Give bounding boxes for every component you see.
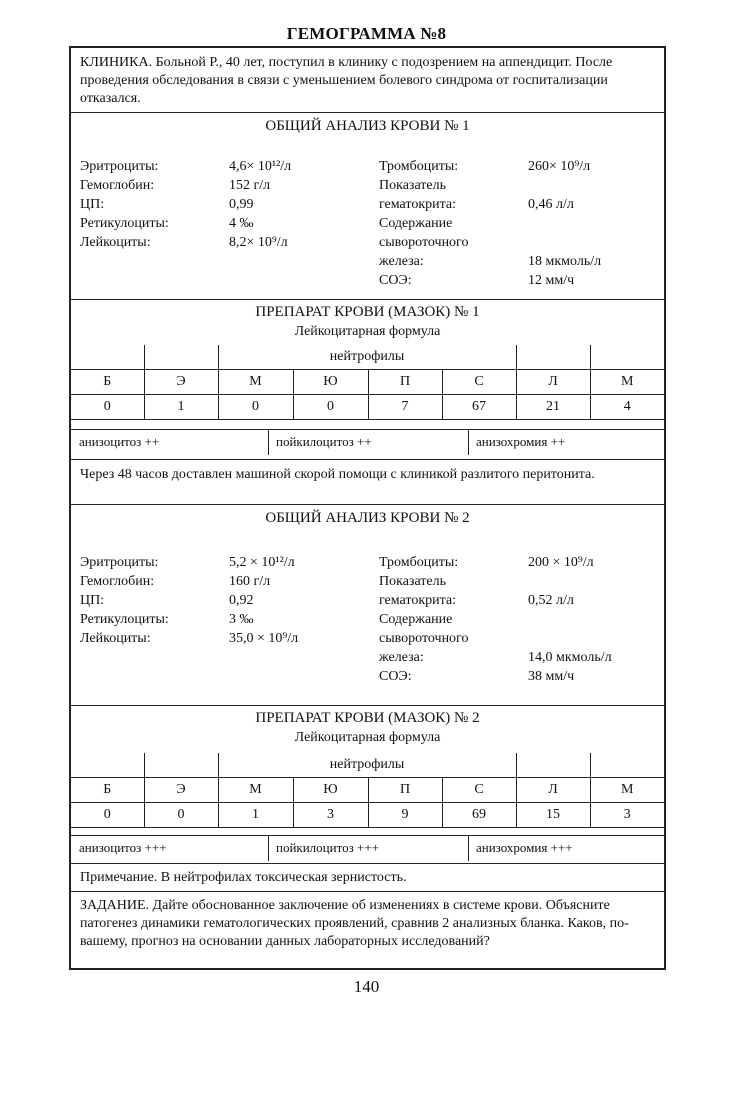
table-cell: 7 [368, 395, 442, 420]
table-cell [590, 345, 664, 370]
poikilocytosis-text: пойкилоцитоз +++ [276, 840, 379, 855]
analysis2-label: Показатель [379, 574, 446, 589]
table-cell: 4 [590, 395, 664, 420]
table-row [71, 803, 664, 828]
divider [71, 504, 664, 505]
analysis1-label: сывороточного [379, 235, 469, 250]
column-header: Ю [293, 778, 368, 803]
column-header: М [218, 778, 293, 803]
smear1-morphology-row [71, 429, 664, 455]
smear2-morphology-row [71, 835, 664, 861]
table-cell: 3 [590, 803, 664, 828]
analysis2-label: железа: [379, 650, 424, 665]
column-header: С [442, 778, 516, 803]
analysis2-label: Тромбоциты: [379, 555, 459, 570]
analysis1-hematocrit-value: 0,46 л/л [528, 197, 574, 212]
table-row [71, 370, 664, 395]
analysis2-value: 0,92 [229, 593, 254, 608]
analysis1-value: 4,6× 10¹²/л [229, 159, 292, 174]
analysis1-label: Эритроциты: [80, 159, 159, 174]
analysis2-platelets-value: 200 × 10⁹/л [528, 555, 594, 570]
analysis1-heading: ОБЩИЙ АНАЛИЗ КРОВИ № 1 [265, 118, 470, 134]
table-cell: 0 [293, 395, 368, 420]
anisocytosis-text: анизоцитоз ++ [79, 434, 160, 449]
table-cell: 15 [516, 803, 590, 828]
analysis1-label: Гемоглобин: [80, 178, 155, 193]
analysis1-value: 8,2× 10⁹/л [229, 235, 288, 250]
table-row [71, 778, 664, 803]
task-text: ЗАДАНИЕ. Дайте обоснованное заключение об изменениях в системе крови. Объясните патогенез динамики гематологических проявлений, сравнив 2 анализных бланка. Каков, по-вашему, прогноз на основании данных лабораторных исследований? [80, 898, 629, 949]
analysis2-heading: ОБЩИЙ АНАЛИЗ КРОВИ № 2 [265, 510, 470, 526]
divider [71, 891, 664, 892]
table-cell [144, 753, 218, 778]
table-cell [144, 345, 218, 370]
column-header: М [218, 370, 293, 395]
transition-text: Через 48 часов доставлен машиной скорой помощи с клиникой разлитого перитонита. [80, 467, 595, 482]
table-cell: 1 [218, 803, 293, 828]
table-cell: 9 [368, 803, 442, 828]
column-header: П [368, 778, 442, 803]
analysis2-esr-value: 38 мм/ч [528, 669, 575, 684]
neutrophils-group-label: нейтрофилы [218, 345, 516, 370]
divider [71, 705, 664, 706]
table-cell: 3 [293, 803, 368, 828]
page-title: ГЕМОГРАММА №8 [286, 24, 447, 43]
smear1-leukocyte-table [71, 345, 664, 420]
analysis1-value: 0,99 [229, 197, 254, 212]
analysis2-value: 3 ‰ [229, 612, 254, 627]
poikilocytosis-text: пойкилоцитоз ++ [276, 434, 372, 449]
page-number: 140 [353, 977, 380, 996]
table-cell: 67 [442, 395, 516, 420]
analysis1-label: Лейкоциты: [80, 235, 151, 250]
smear1-subheading: Лейкоцитарная формула [294, 324, 441, 339]
table-cell: 0 [218, 395, 293, 420]
analysis1-label: СОЭ: [379, 273, 412, 288]
divider [71, 112, 664, 113]
anisocytosis-text: анизоцитоз +++ [79, 840, 167, 855]
table-cell [516, 345, 590, 370]
analysis1-label: железа: [379, 254, 424, 269]
column-header: М [590, 778, 664, 803]
analysis2-label: Содержание [379, 612, 453, 627]
analysis2-label: Эритроциты: [80, 555, 159, 570]
divider [71, 299, 664, 300]
table-cell: 1 [144, 395, 218, 420]
smear1-heading: ПРЕПАРАТ КРОВИ (МАЗОК) № 1 [255, 304, 480, 320]
analysis1-value: 152 г/л [229, 178, 271, 193]
table-row [71, 395, 664, 420]
clinic-text: КЛИНИКА. Больной Р., 40 лет, поступил в клинику с подозрением на аппендицит. После проведения обследования в связи с уменьшением болевого синдрома от госпитализации отказался. [80, 55, 613, 106]
analysis1-label: Ретикулоциты: [80, 216, 169, 231]
analysis2-value: 5,2 × 10¹²/л [229, 555, 295, 570]
column-header: П [368, 370, 442, 395]
table-cell: 21 [516, 395, 590, 420]
smear2-heading: ПРЕПАРАТ КРОВИ (МАЗОК) № 2 [255, 710, 480, 726]
analysis2-value: 35,0 × 10⁹/л [229, 631, 299, 646]
column-header: Б [71, 778, 144, 803]
neutrophils-group-label: нейтрофилы [218, 753, 516, 778]
column-header: Л [516, 778, 590, 803]
hemogram-frame [69, 46, 666, 970]
analysis1-label: Содержание [379, 216, 453, 231]
column-header: Л [516, 370, 590, 395]
analysis2-label: Гемоглобин: [80, 574, 155, 589]
column-header: Э [144, 778, 218, 803]
table-cell: 69 [442, 803, 516, 828]
analysis1-esr-value: 12 мм/ч [528, 273, 575, 288]
column-header: Э [144, 370, 218, 395]
table-cell: 0 [71, 395, 144, 420]
analysis2-hematocrit-value: 0,52 л/л [528, 593, 574, 608]
column-header: М [590, 370, 664, 395]
analysis2-label: гематокрита: [379, 593, 457, 608]
column-header: С [442, 370, 516, 395]
analysis1-iron-value: 18 мкмоль/л [528, 254, 602, 269]
table-cell [71, 345, 144, 370]
analysis1-label: Тромбоциты: [379, 159, 459, 174]
table-cell [516, 753, 590, 778]
analysis1-platelets-value: 260× 10⁹/л [528, 159, 591, 174]
analysis2-iron-value: 14,0 мкмоль/л [528, 650, 612, 665]
analysis1-label: гематокрита: [379, 197, 457, 212]
anisochromia-text: анизохромия ++ [476, 434, 566, 449]
analysis1-value: 4 ‰ [229, 216, 254, 231]
analysis2-label: ЦП: [80, 593, 105, 608]
column-header: Ю [293, 370, 368, 395]
table-cell [71, 753, 144, 778]
table-cell [590, 753, 664, 778]
smear2-subheading: Лейкоцитарная формула [294, 730, 441, 745]
note-text: Примечание. В нейтрофилах токсическая зернистость. [80, 870, 407, 885]
analysis2-label: Ретикулоциты: [80, 612, 169, 627]
analysis1-label: ЦП: [80, 197, 105, 212]
anisochromia-text: анизохромия +++ [476, 840, 573, 855]
smear2-leukocyte-table [71, 753, 664, 828]
analysis2-value: 160 г/л [229, 574, 271, 589]
table-cell: 0 [71, 803, 144, 828]
divider [71, 459, 664, 460]
analysis2-label: Лейкоциты: [80, 631, 151, 646]
analysis2-label: СОЭ: [379, 669, 412, 684]
column-header: Б [71, 370, 144, 395]
divider [71, 863, 664, 864]
table-cell: 0 [144, 803, 218, 828]
analysis1-label: Показатель [379, 178, 446, 193]
analysis2-label: сывороточного [379, 631, 469, 646]
